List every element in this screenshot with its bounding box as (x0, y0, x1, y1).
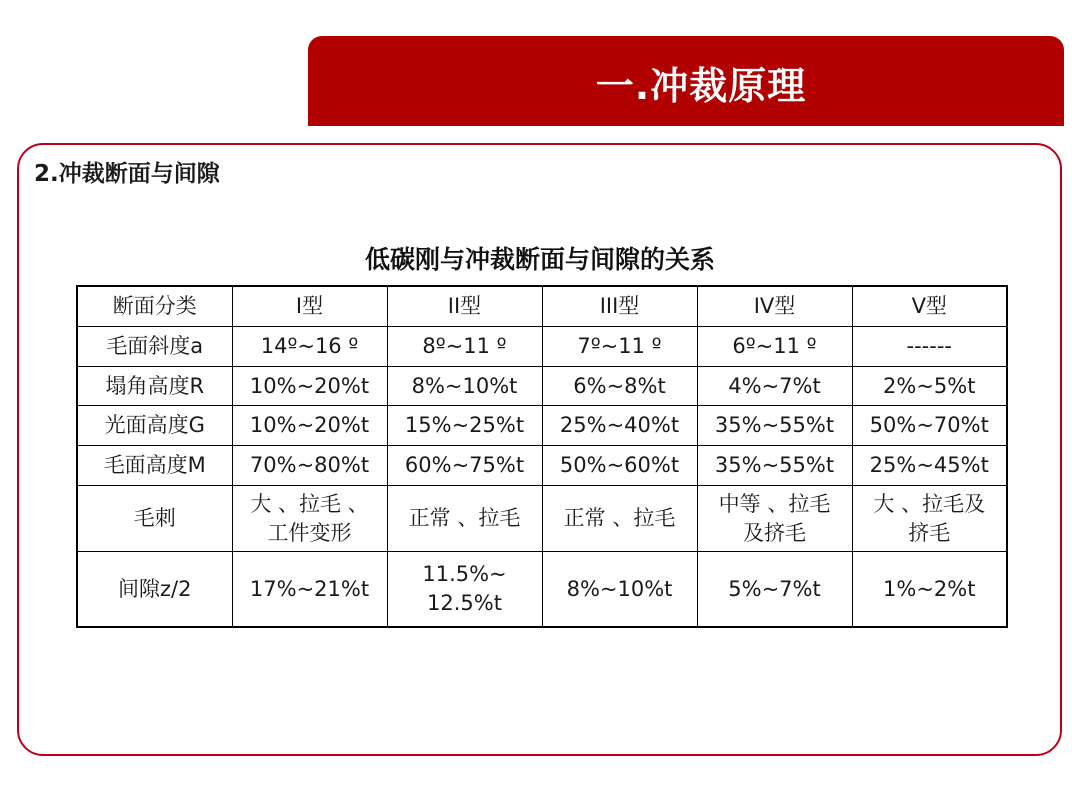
section-heading: 2.冲裁断面与间隙 (34, 161, 220, 187)
table-cell: 35%~55%t (697, 446, 852, 486)
table-cell: 50%~70%t (852, 406, 1007, 446)
row-label-cell: 毛面高度M (77, 446, 232, 486)
header-banner (308, 36, 1064, 126)
table-header-cell: IV型 (697, 286, 852, 326)
table-row (77, 326, 1007, 366)
table-cell: 4%~7%t (697, 366, 852, 406)
row-label-cell: 毛刺 (77, 486, 232, 552)
table-cell: 中等 、拉毛 及挤毛 (697, 486, 852, 552)
table-header-row (77, 286, 1007, 326)
table-cell: 25%~45%t (852, 446, 1007, 486)
table-cell: 大 、拉毛 、 工件变形 (232, 486, 387, 552)
table-cell: 8%~10%t (542, 552, 697, 627)
row-label-cell: 毛面斜度a (77, 326, 232, 366)
table-cell: 正常 、拉毛 (542, 486, 697, 552)
table-cell: 11.5%~ 12.5%t (387, 552, 542, 627)
table-row (77, 486, 1007, 552)
table-cell: 10%~20%t (232, 366, 387, 406)
table-cell: 14º~16 º (232, 326, 387, 366)
table-title: 低碳刚与冲裁断面与间隙的关系 (364, 245, 715, 274)
table-header-cell: III型 (542, 286, 697, 326)
table-header-cell: I型 (232, 286, 387, 326)
table-cell: 2%~5%t (852, 366, 1007, 406)
row-label-cell: 间隙z/2 (77, 552, 232, 627)
table-row (77, 446, 1007, 486)
table-row (77, 366, 1007, 406)
table-cell: 6º~11 º (697, 326, 852, 366)
table-cell: 50%~60%t (542, 446, 697, 486)
table-cell: ------ (852, 326, 1007, 366)
table-cell: 6%~8%t (542, 366, 697, 406)
table-cell: 7º~11 º (542, 326, 697, 366)
table-header-cell: II型 (387, 286, 542, 326)
table-cell: 70%~80%t (232, 446, 387, 486)
row-label-cell: 光面高度G (77, 406, 232, 446)
page-title: 一.冲裁原理 (595, 64, 807, 108)
table-row (77, 406, 1007, 446)
table-cell: 17%~21%t (232, 552, 387, 627)
table-header-cell: V型 (852, 286, 1007, 326)
row-label-cell: 塌角高度R (77, 366, 232, 406)
table-cell: 正常 、拉毛 (387, 486, 542, 552)
table-cell: 15%~25%t (387, 406, 542, 446)
table-cell: 35%~55%t (697, 406, 852, 446)
table-cell: 5%~7%t (697, 552, 852, 627)
table-cell: 25%~40%t (542, 406, 697, 446)
table-cell: 8º~11 º (387, 326, 542, 366)
table-cell: 60%~75%t (387, 446, 542, 486)
table-cell: 8%~10%t (387, 366, 542, 406)
table-row (77, 552, 1007, 627)
table-cell: 10%~20%t (232, 406, 387, 446)
table-cell: 1%~2%t (852, 552, 1007, 627)
table-cell: 大 、拉毛及 挤毛 (852, 486, 1007, 552)
data-table (76, 285, 1008, 628)
table-header-cell: 断面分类 (77, 286, 232, 326)
